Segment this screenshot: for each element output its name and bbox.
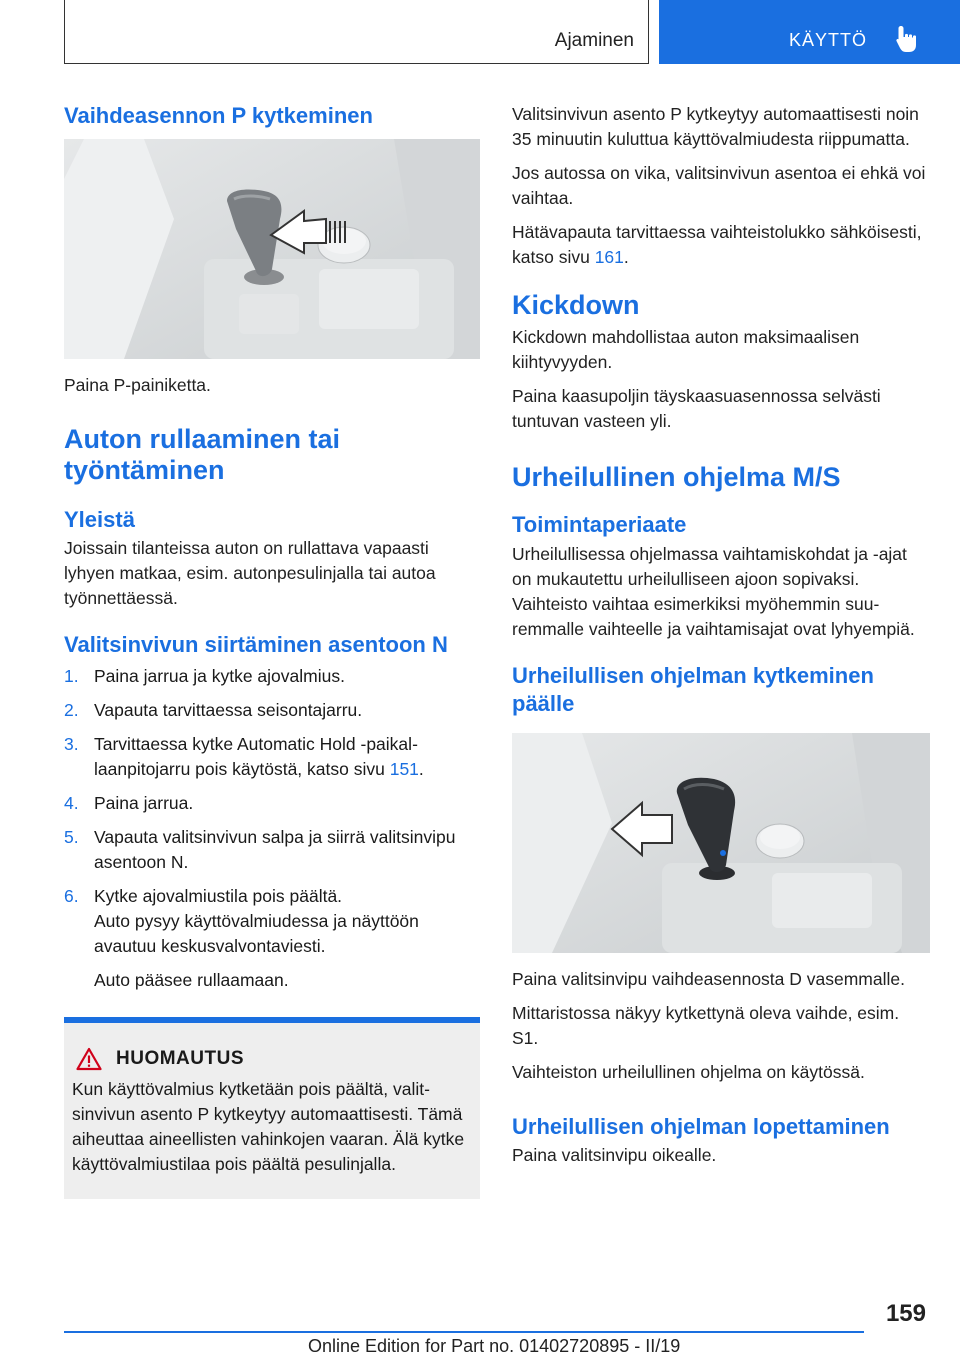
sport-program-heading: Urheilullinen ohjelma M/S <box>512 462 841 493</box>
sport-off-heading: Urheilullisen ohjelman lopettaminen <box>512 1113 890 1139</box>
list-item <box>64 664 480 689</box>
cluster-text: Mittaristossa näkyy kytkettynä oleva vaihde, esim. S1. <box>512 1002 900 1048</box>
rolling-heading: Auton rullaaminen tai työntäminen <box>64 423 341 485</box>
notice-title: HUOMAUTUS <box>116 1047 244 1069</box>
footer-divider <box>64 1331 864 1333</box>
header-section-title: Ajaminen <box>554 30 634 51</box>
hand-pointer-icon <box>895 24 921 54</box>
step-number: 6. <box>64 885 79 906</box>
step-text-end: . <box>418 758 424 779</box>
fault-text: Jos autossa on vika, valitsinvivun asentoa ei ehkä voi vaihtaa. <box>512 163 926 208</box>
sport-on-caption: Paina valitsinvipu vaihdeasennosta D vasemmalle. <box>512 968 905 989</box>
kickdown-text-1: Kickdown mahdollistaa auton maksimaalisen kiihtyvyyden. <box>512 327 860 373</box>
program-active-text: Vaihteiston urheilullinen ohjelma on käytössä. <box>512 1061 865 1082</box>
step-text: Vapauta tarvittaessa seisontajarru. <box>94 699 363 720</box>
right-column <box>512 102 930 1177</box>
step6-note-rolling: Auto pääsee rullaamaan. <box>94 969 289 990</box>
list-item <box>64 732 480 782</box>
left-column <box>64 102 480 1199</box>
list-item <box>64 698 480 723</box>
notice-header <box>72 1047 472 1071</box>
list-item <box>64 884 480 909</box>
sport-mode-illustration <box>512 733 930 953</box>
step-number: 4. <box>64 792 79 813</box>
neutral-heading: Valitsinvivun siirtäminen asentoon N <box>64 632 448 658</box>
kickdown-heading: Kickdown <box>512 290 640 320</box>
header-box <box>64 0 649 64</box>
principle-text: Urheilullisessa ohjelmassa vaihtamiskohdat ja -ajat on mukautettu urheilulliseen ajoon sopivaksi. Vaihteisto vaihtaa esimerkiksi myöhemmin suuremmalle vaihteelle ja vaihtamisajat ovat lyhyempiä. <box>512 543 915 639</box>
notice-box <box>64 1017 480 1199</box>
list-item <box>64 791 480 816</box>
p-button-illustration <box>64 139 480 359</box>
page-link-161[interactable]: 161 <box>594 247 624 267</box>
step-text: Vapauta valitsinvivun salpa ja siirrä valitsinvipu asentoon N. <box>94 826 456 872</box>
p-position-heading: Vaihdeasennon P kytkeminen <box>64 103 373 128</box>
p-button-caption: Paina P-painiketta. <box>64 374 211 395</box>
emergency-release-text <box>512 220 930 270</box>
step-text: Kytke ajovalmiustila pois päältä. <box>94 885 343 906</box>
step-text: Tarvittaessa kytke Automatic Hold -paikallaanpitojarru pois käytöstä, katso sivu <box>94 733 418 779</box>
page-link-151[interactable]: 151 <box>389 758 419 779</box>
warning-triangle-icon <box>76 1047 102 1071</box>
step-number: 1. <box>64 665 79 686</box>
step-text: Paina jarrua ja kytke ajovalmius. <box>94 665 345 686</box>
neutral-steps-list <box>64 664 480 909</box>
step-number: 2. <box>64 699 79 720</box>
footer-edition: Online Edition for Part no. 01402720895 - II/19 <box>308 1336 681 1356</box>
principle-heading: Toimintaperiaate <box>512 512 687 538</box>
list-item <box>64 825 480 875</box>
header-chapter-tab[interactable] <box>659 0 960 64</box>
step-number: 5. <box>64 826 79 847</box>
page-number: 159 <box>885 1300 926 1327</box>
step-text: Paina jarrua. <box>94 792 194 813</box>
gear-selector-left-image <box>512 733 930 953</box>
step-text-wrap <box>94 732 480 782</box>
step6-note-display: Auto pysyy käyttövalmiudessa ja näyttöön avautuu keskusvalvontaviesti. <box>94 910 419 956</box>
general-text: Joissain tilanteissa auton on rullattava vapaasti lyhyen matkaa, esim. autonpesulinjalla tai autoa työnnettäessä. <box>64 538 436 609</box>
emergency-text: Hätävapauta tarvittaessa vaihteistolukko sähköisesti, katso sivu <box>512 222 922 267</box>
sport-off-text: Paina valitsinvipu oikealle. <box>512 1145 717 1166</box>
sport-on-heading: Urheilullisen ohjelman kytkeminen päälle <box>512 662 874 717</box>
auto-p-text: Valitsinvivun asento P kytkeytyy automaattisesti noin 35 minuutin kuluttua käyttövalmiudesta riippumatta. <box>512 104 919 149</box>
kickdown-text-2: Paina kaasupoljin täyskaasuasennossa selvästi tuntuvan vasteen yli. <box>512 386 881 432</box>
header-tab-label: KÄYTTÖ <box>789 30 868 50</box>
emergency-text-end: . <box>623 247 629 267</box>
step-number: 3. <box>64 733 79 754</box>
general-heading: Yleistä <box>64 506 135 532</box>
notice-text: Kun käyttövalmius kytketään pois päältä, valitsinvivun asento P kytkeytyy automaattisesti. Tämä aiheuttaa aineellisten vahinkojen vaaran. Älä kytke käyttövalmiustilaa pois päältä pesulinjalla. <box>72 1078 465 1174</box>
gear-selector-p-image <box>64 139 480 359</box>
